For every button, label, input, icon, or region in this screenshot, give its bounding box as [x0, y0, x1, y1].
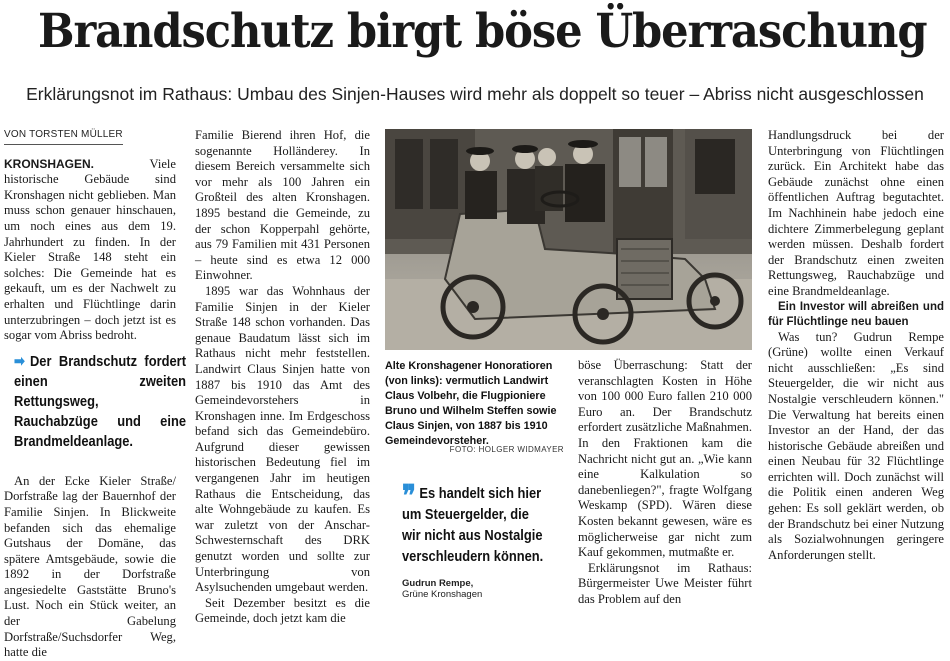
arrow-right-icon: ➡ — [14, 352, 25, 370]
photo-credit: FOTO: HOLGER WIDMAYER — [449, 445, 564, 454]
historic-car-photo-illustration — [385, 129, 752, 350]
article-intro-text: Viele historische Gebäude sind Kronshagen nicht geblieben. Man muss schon genauer hinschauen, um noch eines aus dem 19. Jahrhundert zu finden. In der Kieler Straße 148 steht ein solches: Die Gemeinde hat es gekauft, um es der Nachwelt zu erhalten und Flüchtlinge darin unterzubringen – doch jetzt ist es sogar vom Abriss bedroht. — [4, 156, 176, 343]
pull-quote — [14, 352, 186, 452]
subheadline: Erklärungsnot im Rathaus: Umbau des Sinjen-Hauses wird mehr als doppelt so teuer – Abriss nicht ausgeschlossen — [26, 84, 924, 104]
column-3-paragraph-1: böse Überraschung: Statt der veranschlagten Kosten in Höhe von 100 000 Euro fallen 210 000 Euro an. Der Brandschutz erfordert zusätzliche Maßnahmen. In den Fraktionen kam die Nachricht nicht gut an. „Wie kann eine Kalkulation so danebenliegen?", fragte Wolfgang Weskamp (SPD). Wären diese Kosten bekannt gewesen, wäre es möglicherweise gar nicht zum Kauf gekommen, mutmaßte er. — [578, 358, 752, 560]
column-4-paragraph-2: Was tun? Gudrun Rempe (Grüne) wollte einen Verkauf nicht ausschließen: „Es sind Steuergelder, die wir nicht aus Nostalgie verschleudern können." Die Verwaltung hat bereits einen Investor an der Hand, der das historische Gebäude abreißen und einen Neubau für 32 Flüchtlinge errichten will. Doch zunächst will die Politik einen anderen Weg gehen: Es soll geklärt werden, ob der Brandschutz bei einer Nutzung als Sozialwohnungen geringere Anforderungen stellt. — [768, 329, 944, 562]
photo-caption: Alte Kronshagener Honoratioren (von links): vermutlich Landwirt Claus Volbehr, die Flugpioniere Bruno und Wilhelm Steffen sowie Claus Sinjen, von 1887 bis 1910 Gemeindevorsteher. — [385, 360, 557, 447]
quote-box — [402, 479, 548, 567]
column-2-paragraph-2: 1895 war das Wohnhaus der Familie Sinjen in der Kieler Straße 148 schon vorhanden. Das genaue Baudatum lässt sich im Rathaus nicht mehr feststellen. Landwirt Claus Sinjen hatte von 1887 bis 1910 das Amt des Gemeindevorstehers in Kronshagen inne. Im Erdgeschoss befand sich das Gemeindebüro. Aufgrund dieser gewissen historischen Bedeutung fiel im vergangenen Jahr im heutigen Rathaus die Entscheidung, das alte Wohngebäude zu kaufen. Es war zuletzt von der Anschar-Schwesternschaft des DRK genutzt worden und sollte zur Unterbringung von Asylsuchenden umgebaut werden. — [195, 283, 370, 595]
pull-quote-text: Der Brandschutz fordert einen zweiten Rettungsweg, Rauchabzüge und eine Brandmeldeanlage. — [14, 352, 186, 450]
column-2-paragraph-1: Familie Bierend ihren Hof, die sogenannte Holländerey. In diesem Bereich versammelte sich vor mehr als 100 Jahren ein Großteil des alten Kronshagen. 1895 bestand die Gemeinde, zu der schon Kopperpahl gehörte, aus 79 Familien mit 431 Personen – heute sind es etwa 12 000 Einwohner. — [195, 128, 370, 283]
dateline: KRONSHAGEN. — [4, 156, 95, 171]
subhead: Ein Investor will abreißen und für Flüchtlinge neu bauen — [768, 300, 944, 328]
column-3-paragraph-2: Erklärungsnot im Rathaus: Bürgermeister Uwe Meister führt das Problem auf den — [578, 560, 752, 606]
byline: VON TORSTEN MÜLLER — [4, 127, 123, 145]
quote-author-name: Gudrun Rempe, — [402, 578, 474, 589]
column-1-paragraph-2: An der Ecke Kieler Straße/ Dorfstraße lag der Bauernhof der Familie Sinjen. In Blickweite befanden sich das ehemalige Gutshaus der Domäne, das spätere Amtsgebäude, sowie die 1892 in der Dorfstraße angesiedelte Gaststätte Bruno's Lust. Noch ein Stück weiter, an der Gabelung Dorfstraße/Suchsdorfer Weg, hatte die — [4, 473, 176, 660]
column-4-paragraph-1: Handlungsdruck bei der Unterbringung von Flüchtlingen zurück. Ein Architekt habe das Gebäude zunächst ohne einen öffentlichen Auftrag begutachtet. Im Nachhinein habe jedoch eine dichtere Zimmerbelegung geplant werden müssen. Deshalb fordert der Brandschutz einen zweiten Rettungsweg, Rauchabzüge und eine Brandmeldeanlage. — [768, 128, 944, 298]
column-3 — [578, 358, 752, 608]
quote-mark-icon: ❞ — [402, 479, 416, 514]
column-2 — [195, 128, 370, 627]
headline: Brandschutz birgt böse Überraschung — [38, 4, 927, 59]
quote-author-role: Grüne Kronshagen — [402, 589, 483, 600]
article-intro — [4, 157, 176, 344]
column-4 — [768, 128, 944, 563]
column-1 — [4, 126, 186, 661]
historic-photo — [385, 129, 752, 350]
quote-text: Es handelt sich hier um Steuergelder, die wir nicht aus Nostalgie verschleudern können. — [402, 485, 544, 565]
quote-attribution — [402, 578, 572, 600]
column-2-paragraph-3: Seit Dezember besitzt es die Gemeinde, doch jetzt kam die — [195, 595, 370, 626]
